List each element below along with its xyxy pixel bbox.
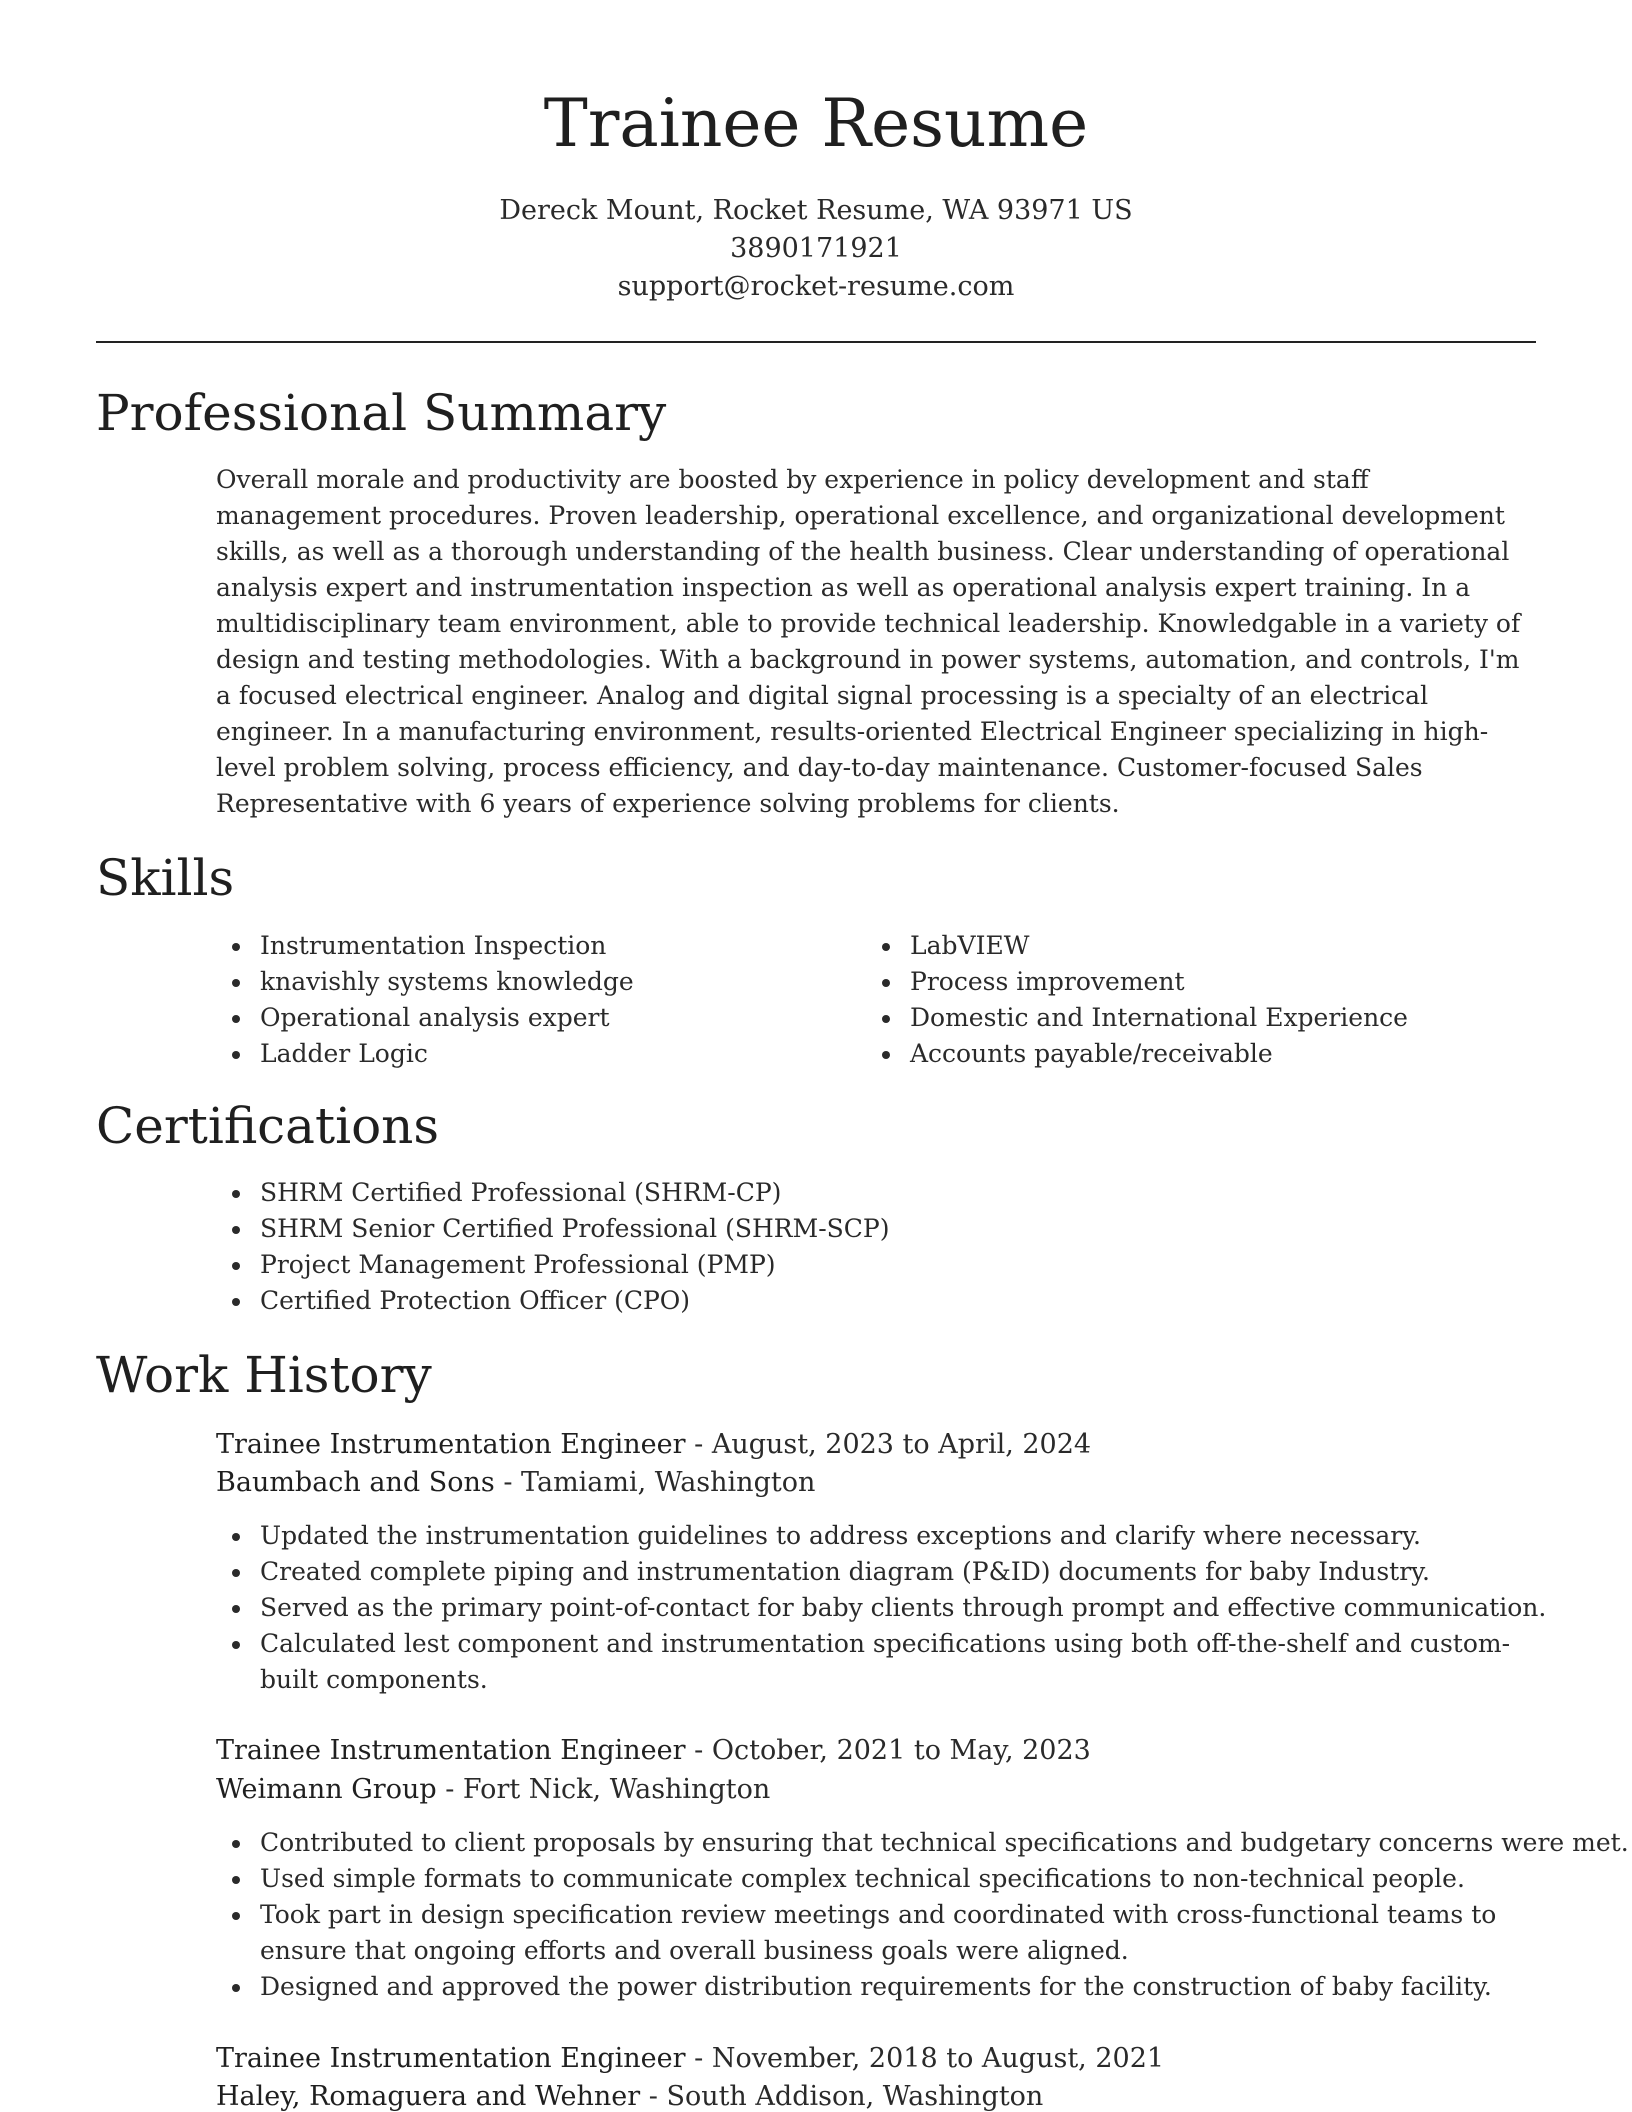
- list-item: Operational analysis expert: [216, 1000, 856, 1036]
- summary-heading: Professional Summary: [96, 384, 667, 442]
- skills-list-left: [216, 928, 856, 1072]
- job-company-line: [216, 2078, 1536, 2112]
- skills-list-right: [866, 928, 1536, 1072]
- list-item: Project Management Professional (PMP): [216, 1247, 1536, 1283]
- list-item: Accounts payable/receivable: [866, 1036, 1536, 1072]
- job-title: Trainee Instrumentation Engineer: [216, 2043, 686, 2074]
- resume-title: Trainee Resume: [543, 85, 1089, 162]
- job-company-line: [216, 1464, 1536, 1502]
- job-title: Trainee Instrumentation Engineer: [216, 1735, 686, 1766]
- list-item: SHRM Senior Certified Professional (SHRM-SCP): [216, 1211, 1536, 1247]
- list-item: Created complete piping and instrumentation diagram (P&ID) documents for baby Industry.: [216, 1554, 1546, 1590]
- job-title-line: [216, 1426, 1536, 1464]
- contact-block: [0, 192, 1632, 306]
- contact-phone: 3890171921: [730, 233, 902, 264]
- list-item: Used simple formats to communicate complex technical specifications to non-technical people.: [216, 1861, 1546, 1897]
- job-company: Baumbach and Sons: [216, 1467, 495, 1498]
- list-item: Updated the instrumentation guidelines to address exceptions and clarify where necessary.: [216, 1518, 1546, 1554]
- job-company: Haley, Romaguera and Wehner: [216, 2081, 641, 2112]
- job-dates: - August, 2023 to April, 2024: [685, 1429, 1092, 1460]
- job-title: Trainee Instrumentation Engineer: [216, 1429, 686, 1460]
- job-location: - South Addison, Washington: [640, 2081, 1044, 2112]
- contact-address: Dereck Mount, Rocket Resume, WA 93971 US: [499, 195, 1133, 226]
- list-item: LabVIEW: [866, 928, 1536, 964]
- summary-text: Overall morale and productivity are boosted by experience in policy development and staff management procedures. Proven leadership, operational excellence, and organizational development skills, as well as a thorough understanding of the health business. Clear understanding of operational analysis expert and instrumentation inspection as well as operational analysis expert training. In a multidisciplinary team environment, able to provide technical leadership. Knowledgable in a variety of design and testing methodologies. With a background in power systems, automation, and controls, I'm a focused electrical engineer. Analog and digital signal processing is a specialty of an electrical engineer. In a manufacturing environment, results-oriented Electrical Engineer specializing in high-level problem solving, process efficiency, and day-to-day maintenance. Customer-focused Sales Representative with 6 years of experience solving problems for clients.: [216, 465, 1521, 818]
- job-title-line: [216, 1732, 1536, 1770]
- job-location: - Tamiami, Washington: [494, 1467, 816, 1498]
- job-location: - Fort Nick, Washington: [436, 1774, 771, 1805]
- job-company: Weimann Group: [216, 1774, 437, 1805]
- job-bullets: [216, 1825, 1629, 2005]
- header-divider: [96, 341, 1536, 343]
- list-item: Took part in design specification review meetings and coordinated with cross-functional teams to ensure that ongoing efforts and overall business goals were aligned.: [216, 1897, 1546, 1969]
- job-bullets: [216, 1518, 1546, 1698]
- skills-heading: Skills: [96, 849, 235, 907]
- list-item: knavishly systems knowledge: [216, 964, 856, 1000]
- list-item: Designed and approved the power distribution requirements for the construction of baby facility.: [216, 1969, 1546, 2005]
- job-title-line: [216, 2040, 1536, 2078]
- job-company-line: [216, 1771, 1536, 1809]
- list-item: Certified Protection Officer (CPO): [216, 1283, 1536, 1319]
- list-item: Domestic and International Experience: [866, 1000, 1536, 1036]
- job-dates: - October, 2021 to May, 2023: [685, 1735, 1091, 1766]
- certifications-heading: Certifications: [96, 1097, 440, 1155]
- contact-email: support@rocket-resume.com: [617, 271, 1015, 302]
- list-item: Contributed to client proposals by ensuring that technical specifications and budgetary concerns were met.: [216, 1825, 1546, 1861]
- list-item: Process improvement: [866, 964, 1536, 1000]
- list-item: Served as the primary point-of-contact for baby clients through prompt and effective communication.: [216, 1590, 1546, 1626]
- certifications-list: [216, 1175, 1536, 1319]
- work-history-heading: Work History: [96, 1346, 432, 1404]
- job-dates: - November, 2018 to August, 2021: [685, 2043, 1165, 2074]
- list-item: SHRM Certified Professional (SHRM-CP): [216, 1175, 1536, 1211]
- list-item: Ladder Logic: [216, 1036, 856, 1072]
- list-item: Calculated lest component and instrumentation specifications using both off-the-shelf and custom-built components.: [216, 1626, 1546, 1698]
- list-item: Instrumentation Inspection: [216, 928, 856, 964]
